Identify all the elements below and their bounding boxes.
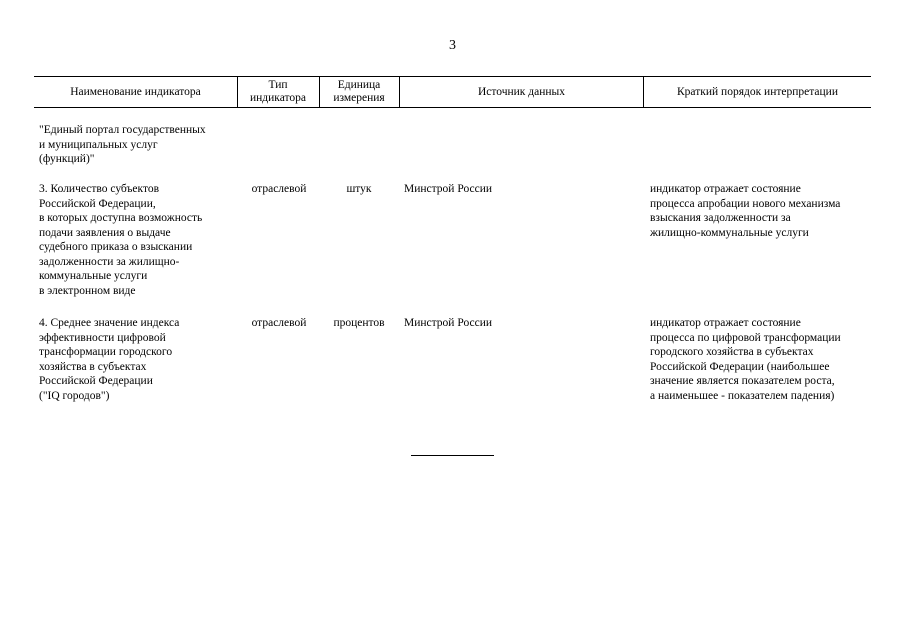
row-3-name: 3. Количество субъектов Российской Федерации, в которых доступна возможность подачи заявления о выдаче судебного приказа о взыскании задолженности за жилищно- коммунальные услуги в электронном виде (39, 183, 203, 297)
row-4-name: 4. Среднее значение индекса эффективности цифровой трансформации городского хозяйства в субъектах Российской Федерации ("IQ городов") (39, 317, 180, 402)
header-indicator-name: Наименование индикатора (70, 85, 201, 98)
row-4-interpretation: индикатор отражает состояние процесса по цифровой трансформации городского хозяйства в субъектах Российской Федерации (наибольшее значение является показателем роста, а наименьшее - показателем падения) (650, 317, 841, 402)
header-interpretation: Краткий порядок интерпретации (677, 85, 838, 98)
end-of-document-rule (411, 455, 494, 456)
page-number: 3 (449, 38, 456, 53)
table-header (34, 76, 871, 108)
row-4-unit: процентов (333, 317, 385, 329)
indicator-table (34, 76, 871, 402)
header-data-source: Источник данных (477, 85, 566, 98)
row-continuation-name: "Единый портал государственных и муниципальных услуг (функций)" (39, 124, 206, 165)
row-4-type: отраслевой (251, 317, 307, 329)
header-indicator-type: Тип индикатора (249, 79, 306, 104)
row-3-interpretation: индикатор отражает состояние процесса апробации нового механизма взыскания задолженности за жилищно-коммунальные услуги (650, 183, 841, 239)
row-3-type: отраслевой (251, 183, 307, 195)
row-4-source: Минстрой России (404, 317, 492, 329)
row-3-unit: штук (346, 183, 372, 195)
row-3-source: Минстрой России (404, 183, 492, 195)
header-unit: Единица измерения (333, 79, 385, 104)
